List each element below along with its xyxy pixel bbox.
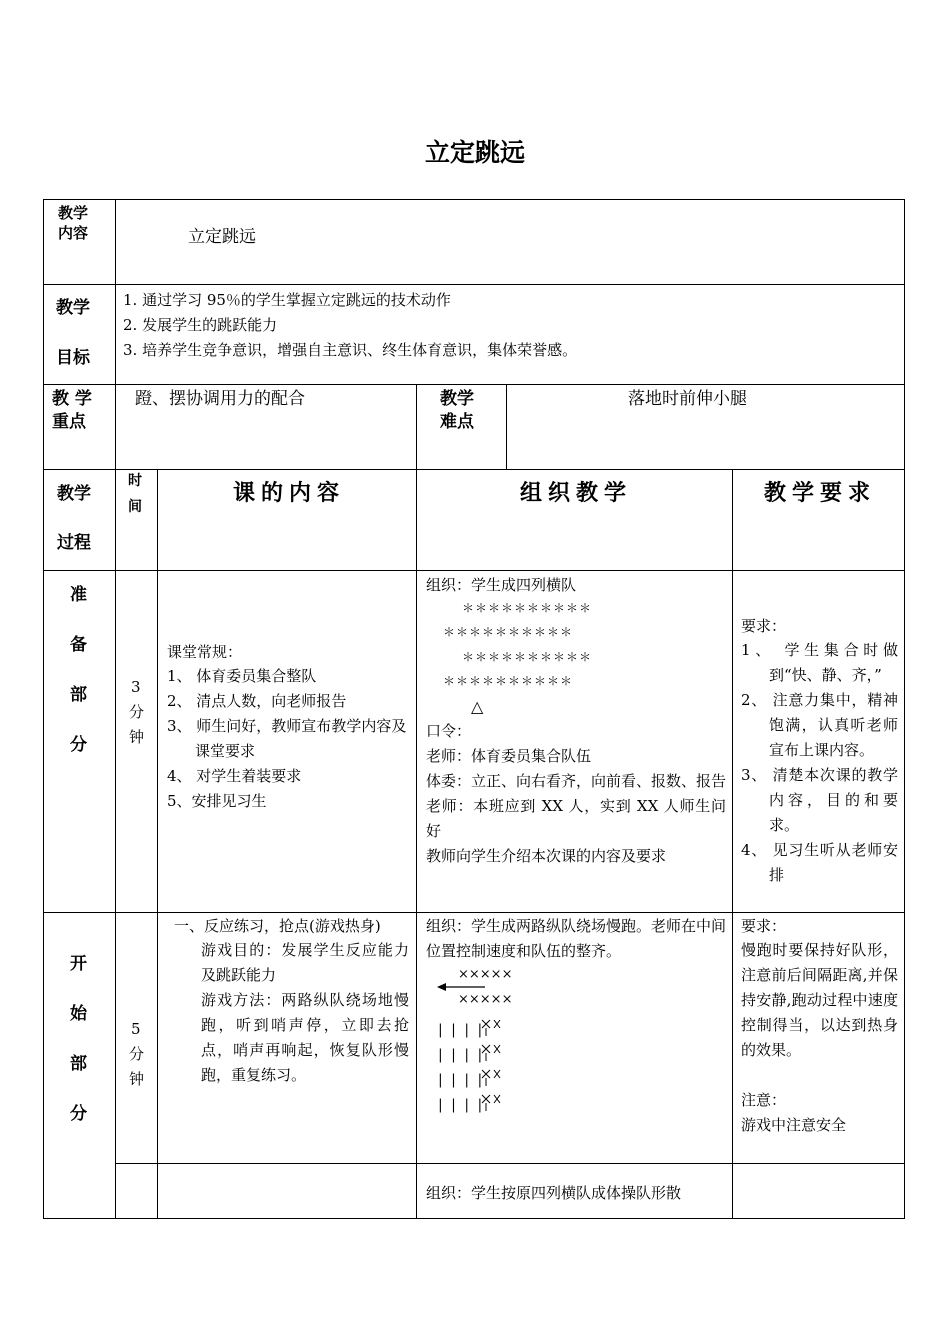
- start-label-4: 分: [70, 1104, 87, 1124]
- prep-content-title: 课堂常规：: [167, 643, 243, 661]
- key-label-2: 重点: [52, 412, 86, 432]
- formation-row: ＊＊＊＊＊＊＊＊＊＊: [443, 625, 574, 639]
- goals-label-2: 目标: [56, 348, 90, 368]
- header-requirements: 教学要求: [764, 480, 877, 506]
- prep-req-item: 2、 注意力集中，精神饱满，认真听老师宣布上课内容。: [741, 691, 898, 759]
- formation-bar-row: | | | |: [438, 1022, 485, 1038]
- header-process-1: 教学: [57, 484, 91, 504]
- key-label-1: 教 学: [52, 389, 92, 409]
- difficulty-label-2: 难点: [440, 412, 474, 432]
- start-label-2: 始: [70, 1004, 87, 1024]
- prep-req-item: 1、 学生集合时做到“快、静、齐，”: [741, 641, 898, 684]
- goal-item-3: 3. 培养学生竞争意识，增强自主意识、终生体育意识，集体荣誉感。: [123, 341, 578, 359]
- goal-item-2: 2. 发展学生的跳跃能力: [123, 316, 278, 334]
- prep-content-list: [167, 664, 412, 814]
- prep-time-1: 3: [131, 678, 141, 696]
- content-value: 立定跳远: [188, 227, 256, 247]
- prep-time-3: 钟: [129, 728, 145, 746]
- header-content: 课的内容: [233, 480, 346, 506]
- header-time-2: 间: [128, 499, 142, 515]
- prep-org-line: 口令：: [426, 722, 472, 740]
- prep-org-title: 组织：学生成四列横队: [426, 576, 577, 594]
- start-time-3: 钟: [129, 1070, 145, 1088]
- start-content-method: 游戏方法：两路纵队绕场地慢跑，听到哨声停，立即去抢点，哨声再响起，恢复队形慢跑，重复练习。: [201, 991, 409, 1084]
- prep-time-2: 分: [129, 703, 145, 721]
- start-time-1: 5: [131, 1020, 141, 1038]
- goal-item-1: 1. 通过学习 95％的学生掌握立定跳远的技术动作: [123, 291, 451, 309]
- header-organization: 组织教学: [520, 480, 633, 506]
- goals-label-1: 教学: [56, 298, 90, 318]
- prep-org-line: 教师向学生介绍本次课的内容及要求: [426, 847, 667, 865]
- start-content-goal: 游戏目的：发展学生反应能力及跳跃能力: [201, 941, 409, 984]
- prep-org-line: 老师：体育委员集合队伍: [426, 747, 592, 765]
- teacher-triangle-icon: △: [471, 697, 484, 716]
- formation-row: ＊＊＊＊＊＊＊＊＊＊: [462, 650, 593, 664]
- prep-label-1: 准: [70, 585, 87, 605]
- point-marker-icons: [478, 1018, 518, 1118]
- start-req-text: 慢跑时要保持好队形，注意前后间隔距离,并保持安静,跑动过程中速度控制得当，以达到热身的效果。: [741, 941, 898, 1059]
- formation-row: ＊＊＊＊＊＊＊＊＊＊: [462, 601, 593, 615]
- formation-bar-row: | | | |: [438, 1072, 485, 1088]
- content-label-2: 内容: [58, 224, 89, 242]
- prep-req-item: 4、 见习生听从老师安排: [741, 841, 898, 884]
- prep-content-item: 3、 师生问好，教师宣布教学内容及课堂要求: [167, 717, 407, 760]
- start-note-text: 游戏中注意安全: [741, 1116, 847, 1134]
- key-value: 蹬、摆协调用力的配合: [135, 389, 305, 409]
- prep-req-item: 3、 清楚本次课的教学内容，目的和要求。: [741, 766, 898, 834]
- prep-org-lines: [426, 719, 726, 869]
- last-row-org: 组织：学生按原四列横队成体操队形散: [426, 1184, 682, 1202]
- start-time-2: 分: [129, 1045, 145, 1063]
- prep-org-line: 体委：立正、向右看齐，向前看、报数、报告老师：本班应到 XX 人，实到 XX 人师生问好: [426, 772, 727, 840]
- content-label-1: 教学: [58, 204, 89, 222]
- start-label-3: 部: [70, 1054, 87, 1074]
- header-process-2: 过程: [57, 533, 91, 553]
- start-note-title: 注意：: [741, 1091, 787, 1109]
- start-label-1: 开: [70, 954, 87, 974]
- difficulty-value: 落地时前伸小腿: [628, 389, 747, 409]
- formation-cross-row: ×××××: [458, 967, 513, 982]
- formation-bar-row: | | | |: [438, 1097, 485, 1113]
- header-time-1: 时: [128, 473, 142, 489]
- start-content-title: 一、反应练习，抢点(游戏热身): [174, 917, 381, 935]
- prep-req-title: 要求：: [741, 617, 787, 635]
- prep-content-item: 4、 对学生着装要求: [167, 767, 302, 785]
- prep-req-list: [741, 638, 898, 888]
- start-content-body: [201, 938, 409, 1088]
- formation-bar-row: | | | |: [438, 1047, 485, 1063]
- formation-cross-row: ×××××: [458, 992, 513, 1007]
- difficulty-label-1: 教学: [440, 389, 474, 409]
- running-direction-arrow-icon: [437, 981, 487, 993]
- prep-content-item: 5、安排见习生: [167, 792, 267, 810]
- prep-label-4: 分: [70, 735, 87, 755]
- prep-label-3: 部: [70, 685, 87, 705]
- start-req-title: 要求：: [741, 917, 787, 935]
- prep-label-2: 备: [70, 635, 87, 655]
- start-org-text: 组织：学生成两路纵队绕场慢跑。老师在中间位置控制速度和队伍的整齐。: [426, 917, 727, 960]
- formation-row: ＊＊＊＊＊＊＊＊＊＊: [443, 674, 574, 688]
- prep-content-item: 2、 清点人数，向老师报告: [167, 692, 347, 710]
- page-title: 立定跳远: [424, 138, 525, 167]
- prep-content-item: 1、 体育委员集合整队: [167, 667, 317, 685]
